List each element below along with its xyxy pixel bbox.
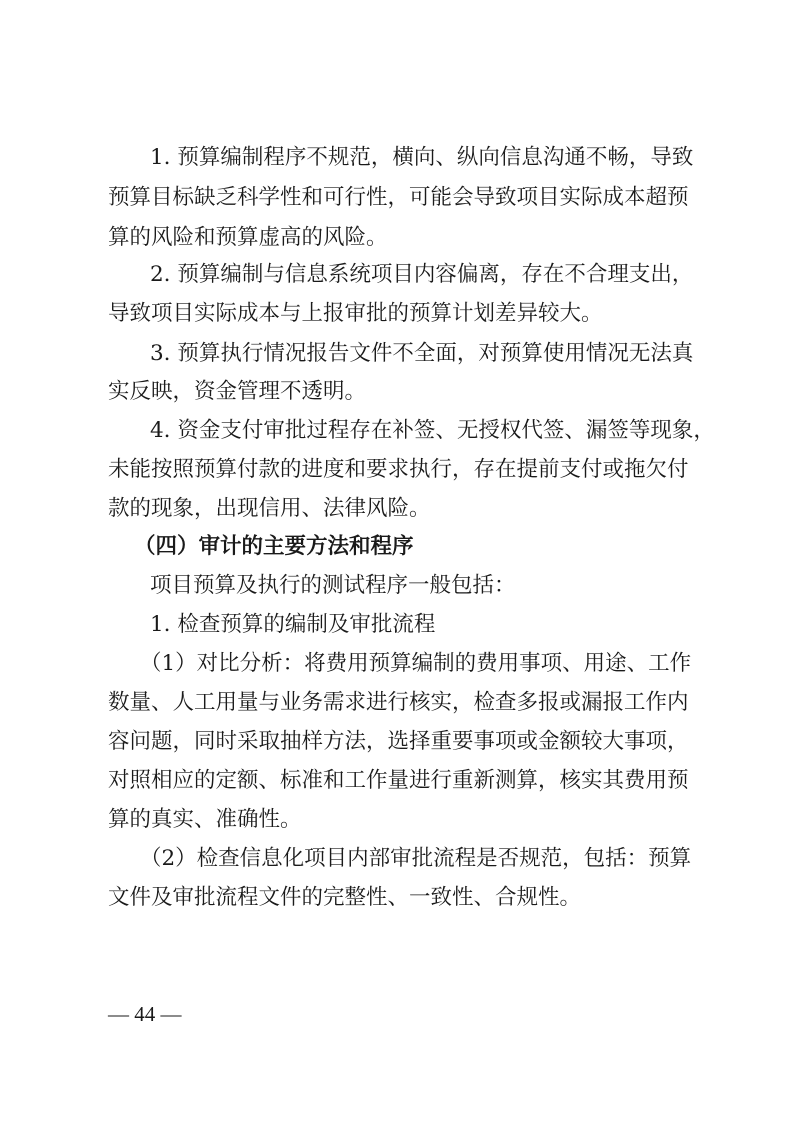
paragraph-1-line-1: 1. 预算编制程序不规范，横向、纵向信息沟通不畅，导致 (150, 145, 694, 170)
item-1-line-1: （1）对比分析：将费用预算编制的费用事项、用途、工作 (140, 651, 692, 676)
paragraph-1-line-3: 算的风险和预算虚高的风险。 (108, 225, 388, 250)
paragraph-2-line-1: 2. 预算编制与信息系统项目内容偏离，存在不合理支出， (150, 262, 694, 287)
page-number: — 44 — (108, 1002, 182, 1026)
paragraph-4-line-1: 4. 资金支付审批过程存在补签、无授权代签、漏签等现象， (150, 418, 715, 443)
item-2-line-1: （2）检查信息化项目内部审批流程是否规范，包括：预算 (140, 846, 692, 871)
paragraph-1-line-2: 预算目标缺乏科学性和可行性，可能会导致项目实际成本超预 (108, 185, 689, 210)
item-1-line-4: 对照相应的定额、标准和工作量进行重新测算，核实其费用预 (108, 768, 689, 793)
paragraph-3-line-2: 实反映，资金管理不透明。 (108, 379, 367, 404)
item-2-line-2: 文件及审批流程文件的完整性、一致性、合规性。 (108, 885, 582, 910)
paragraph-3-line-1: 3. 预算执行情况报告文件不全面，对预算使用情况无法真 (150, 341, 694, 366)
intro-line: 项目预算及执行的测试程序一般包括： (150, 573, 516, 598)
paragraph-4-line-3: 款的现象，出现信用、法律风险。 (108, 496, 431, 521)
section-heading: （四）审计的主要方法和程序 (134, 534, 414, 559)
item-1-line-5: 算的真实、准确性。 (108, 807, 302, 832)
item-1-line-2: 数量、人工用量与业务需求进行核实，检查多报或漏报工作内 (108, 690, 689, 715)
subheading-1: 1. 检查预算的编制及审批流程 (150, 612, 436, 637)
paragraph-4-line-2: 未能按照预算付款的进度和要求执行，存在提前支付或拖欠付 (108, 457, 689, 482)
item-1-line-3: 容问题，同时采取抽样方法，选择重要事项或金额较大事项， (108, 729, 689, 754)
paragraph-2-line-2: 导致项目实际成本与上报审批的预算计划差异较大。 (108, 301, 603, 326)
